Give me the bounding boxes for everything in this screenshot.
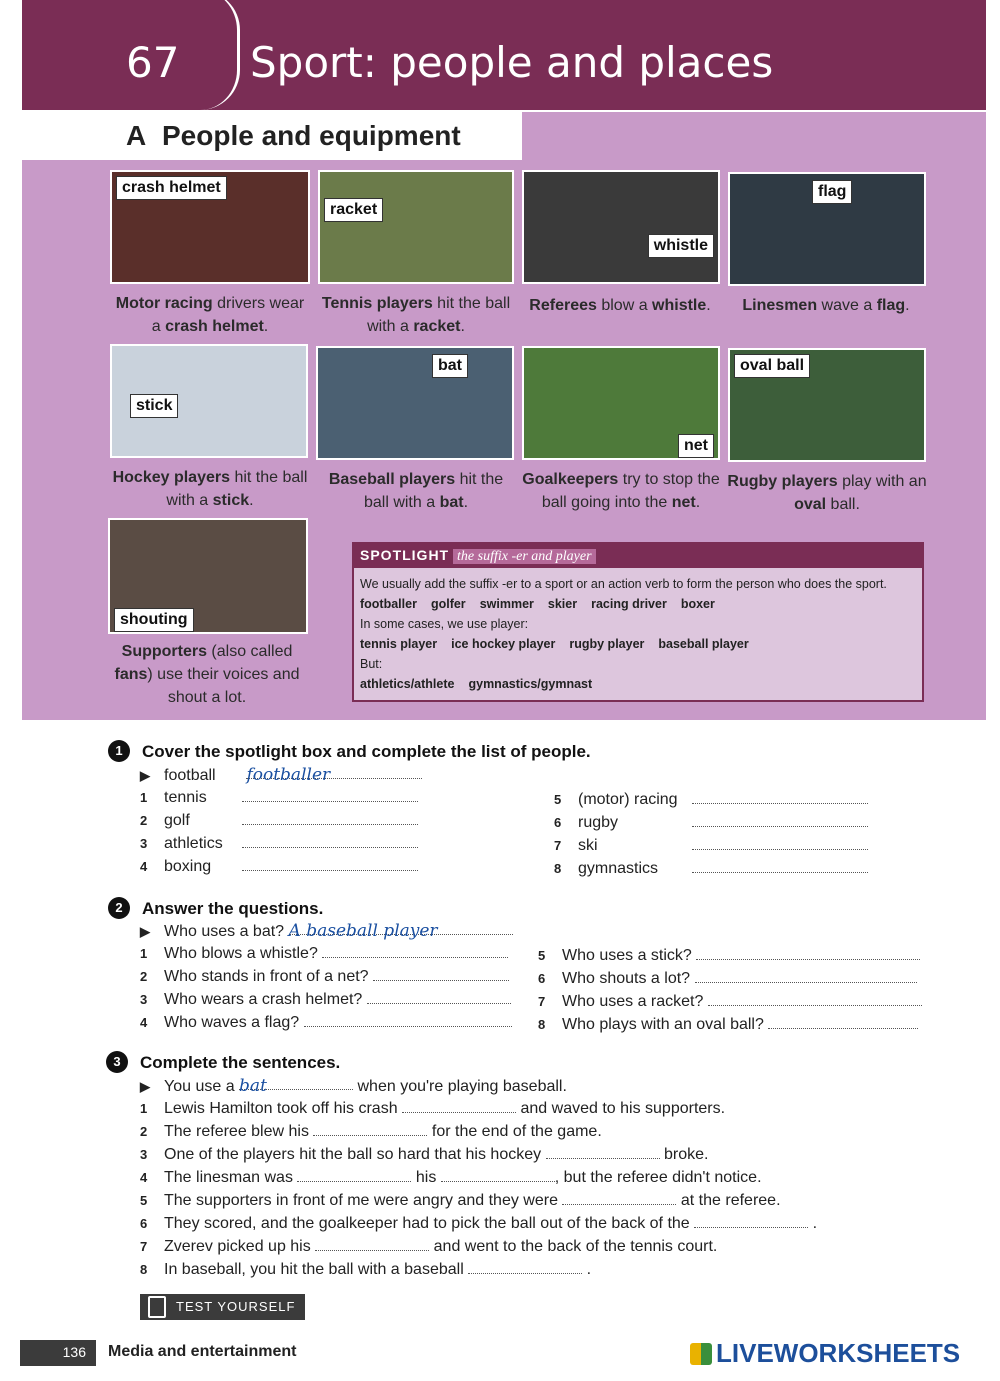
ex2-item: 7 Who uses a racket? [538, 992, 922, 1011]
ex3-item: 4 The linesman was his , but the referee didn't notice. [140, 1169, 762, 1186]
ex3-item: 6 They scored, and the goalkeeper had to pick the ball out of the back of the . [140, 1215, 818, 1232]
ex2-answer-field[interactable] [696, 946, 920, 960]
photo-tag: bat [432, 354, 468, 378]
ex1-answer-field[interactable] [242, 788, 418, 802]
photo-bat [316, 346, 514, 460]
unit-number: 67 [126, 38, 180, 87]
ex2-example-answer: A baseball player [288, 921, 438, 941]
ex2-answer-field[interactable] [708, 992, 922, 1006]
photo-crash-helmet [110, 170, 310, 284]
photo-tag: shouting [114, 608, 194, 632]
photo-tag: flag [812, 180, 852, 204]
photo-stick [110, 344, 308, 458]
ex1-item: 5 (motor) racing [554, 790, 868, 809]
photo-racket [318, 170, 514, 284]
ex3-answer-field[interactable] [315, 1237, 429, 1251]
liveworksheets-icon [690, 1343, 712, 1365]
caption-referees: Referees blow a whistle. [529, 297, 711, 314]
ex1-item: 8 gymnastics [554, 859, 868, 878]
ex1-example-answer: footballer [246, 765, 331, 785]
exercise-1-title: Cover the spotlight box and complete the list of people. [142, 742, 591, 761]
spotlight-label: SPOTLIGHT [360, 547, 450, 563]
ex2-item: 4 Who waves a flag? [140, 1013, 512, 1032]
ex3-item: 1 Lewis Hamilton took off his crash and waved to his supporters. [140, 1100, 726, 1117]
ex1-item: 3 athletics [140, 834, 418, 853]
ex2-item: 6 Who shouts a lot? [538, 969, 917, 988]
photo-oval-ball [728, 348, 926, 462]
photo-tag: oval ball [734, 354, 810, 378]
ex3-answer-field[interactable] [694, 1214, 808, 1228]
ex3-answer-field[interactable] [441, 1168, 555, 1182]
ex1-answer-field[interactable] [242, 811, 418, 825]
ex3-answer-field[interactable] [313, 1122, 427, 1136]
ex3-example: ▶ You use a bat when you're playing baseball. [140, 1076, 567, 1096]
unit-title: Sport: people and places [250, 38, 774, 87]
exercise-1-number: 1 [108, 740, 130, 762]
ex2-answer-field[interactable] [367, 990, 511, 1004]
ex1-item: 6 rugby [554, 813, 868, 832]
caption-supporters: Supporters (also called fans) use their voices and shout a lot. [114, 643, 300, 706]
ex3-item: 8 In baseball, you hit the ball with a baseball . [140, 1261, 592, 1278]
ex2-item: 3 Who wears a crash helmet? [140, 990, 511, 1009]
unit-header [22, 0, 986, 110]
ex1-example: ▶ football footballer [140, 765, 422, 785]
spotlight-words-1: footballer golfer swimmer skier racing driver boxer [360, 597, 715, 611]
ex1-answer-field[interactable] [242, 857, 418, 871]
ex1-answer-field[interactable] [692, 813, 868, 827]
ex1-item: 1 tennis [140, 788, 418, 807]
spotlight-box [352, 542, 924, 702]
photo-tag: whistle [648, 234, 714, 258]
spotlight-title: the suffix -er and player [453, 549, 596, 564]
photo-tag: racket [324, 198, 383, 222]
photo-flag [728, 172, 926, 286]
ex1-answer-field[interactable] [692, 790, 868, 804]
ex3-answer-field[interactable] [546, 1145, 660, 1159]
page-number: 136 [20, 1340, 96, 1366]
section-name: Media and entertainment [108, 1343, 297, 1360]
spotlight-header [354, 544, 922, 568]
ex2-answer-field[interactable] [373, 967, 509, 981]
exercise-3-title: Complete the sentences. [140, 1053, 341, 1072]
spotlight-line-1: We usually add the suffix -er to a sport or an action verb to form the person who does the sport. [360, 577, 887, 591]
notebook-icon [148, 1296, 166, 1318]
ex3-answer-field[interactable] [468, 1260, 582, 1274]
ex3-answer-field[interactable] [297, 1168, 411, 1182]
ex2-item: 2 Who stands in front of a net? [140, 967, 509, 986]
photo-shouting [108, 518, 308, 634]
ex3-item: 5 The supporters in front of me were angry and they were at the referee. [140, 1192, 781, 1209]
section-a-heading [22, 112, 522, 160]
exercise-3-number: 3 [106, 1051, 128, 1073]
ex3-answer-field[interactable] [562, 1191, 676, 1205]
ex3-item: 2 The referee blew his for the end of the game. [140, 1123, 602, 1140]
ex3-item: 3 One of the players hit the ball so hard that his hockey broke. [140, 1146, 709, 1163]
spotlight-words-2: tennis player ice hockey player rugby player baseball player [360, 637, 749, 651]
header-bracket [200, 0, 240, 110]
ex1-item: 4 boxing [140, 857, 418, 876]
spotlight-words-3: athletics/athlete gymnastics/gymnast [360, 677, 593, 691]
ex2-item: 1 Who blows a whistle? [140, 944, 508, 963]
ex2-answer-field[interactable] [322, 944, 508, 958]
liveworksheets-logo: LIVEWORKSHEETS [690, 1338, 960, 1369]
ex2-answer-field[interactable] [768, 1015, 918, 1029]
caption-hockey: Hockey players hit the ball with a stick. [112, 469, 308, 509]
section-letter: A [126, 120, 147, 151]
ex2-item: 8 Who plays with an oval ball? [538, 1015, 918, 1034]
caption-baseball: Baseball players hit the ball with a bat. [328, 471, 504, 511]
photo-net [522, 346, 720, 460]
ex2-answer-field[interactable] [304, 1013, 512, 1027]
photo-tag: net [678, 434, 714, 458]
caption-goalkeepers: Goalkeepers try to stop the ball going into the net. [522, 471, 720, 511]
photo-tag: stick [130, 394, 178, 418]
ex3-item: 7 Zverev picked up his and went to the back of the tennis court. [140, 1238, 718, 1255]
photo-whistle [522, 170, 720, 284]
ex1-answer-field[interactable] [692, 859, 868, 873]
test-yourself-button[interactable]: TEST YOURSELF [140, 1294, 305, 1320]
spotlight-line-3: But: [360, 657, 383, 671]
ex3-answer-field[interactable] [402, 1099, 516, 1113]
ex1-item: 2 golf [140, 811, 418, 830]
caption-rugby: Rugby players play with an oval ball. [727, 473, 927, 513]
caption-linesmen: Linesmen wave a flag. [742, 297, 910, 314]
ex2-answer-field[interactable] [695, 969, 917, 983]
caption-tennis: Tennis players hit the ball with a racket. [321, 295, 511, 335]
photo-tag: crash helmet [116, 176, 227, 200]
spotlight-body [354, 568, 922, 700]
ex2-item: 5 Who uses a stick? [538, 946, 920, 965]
ex1-answer-field[interactable] [692, 836, 868, 850]
section-title: People and equipment [162, 120, 461, 151]
caption-motor-racing: Motor racing drivers wear a crash helmet. [115, 295, 305, 335]
spotlight-line-2: In some cases, we use player: [360, 617, 529, 631]
ex2-example: ▶ Who uses a bat? A baseball player [140, 921, 513, 941]
ex1-item: 7 ski [554, 836, 868, 855]
ex3-example-answer: bat [239, 1076, 267, 1096]
exercise-2-number: 2 [108, 897, 130, 919]
ex1-answer-field[interactable] [242, 834, 418, 848]
exercise-2-title: Answer the questions. [142, 899, 324, 918]
